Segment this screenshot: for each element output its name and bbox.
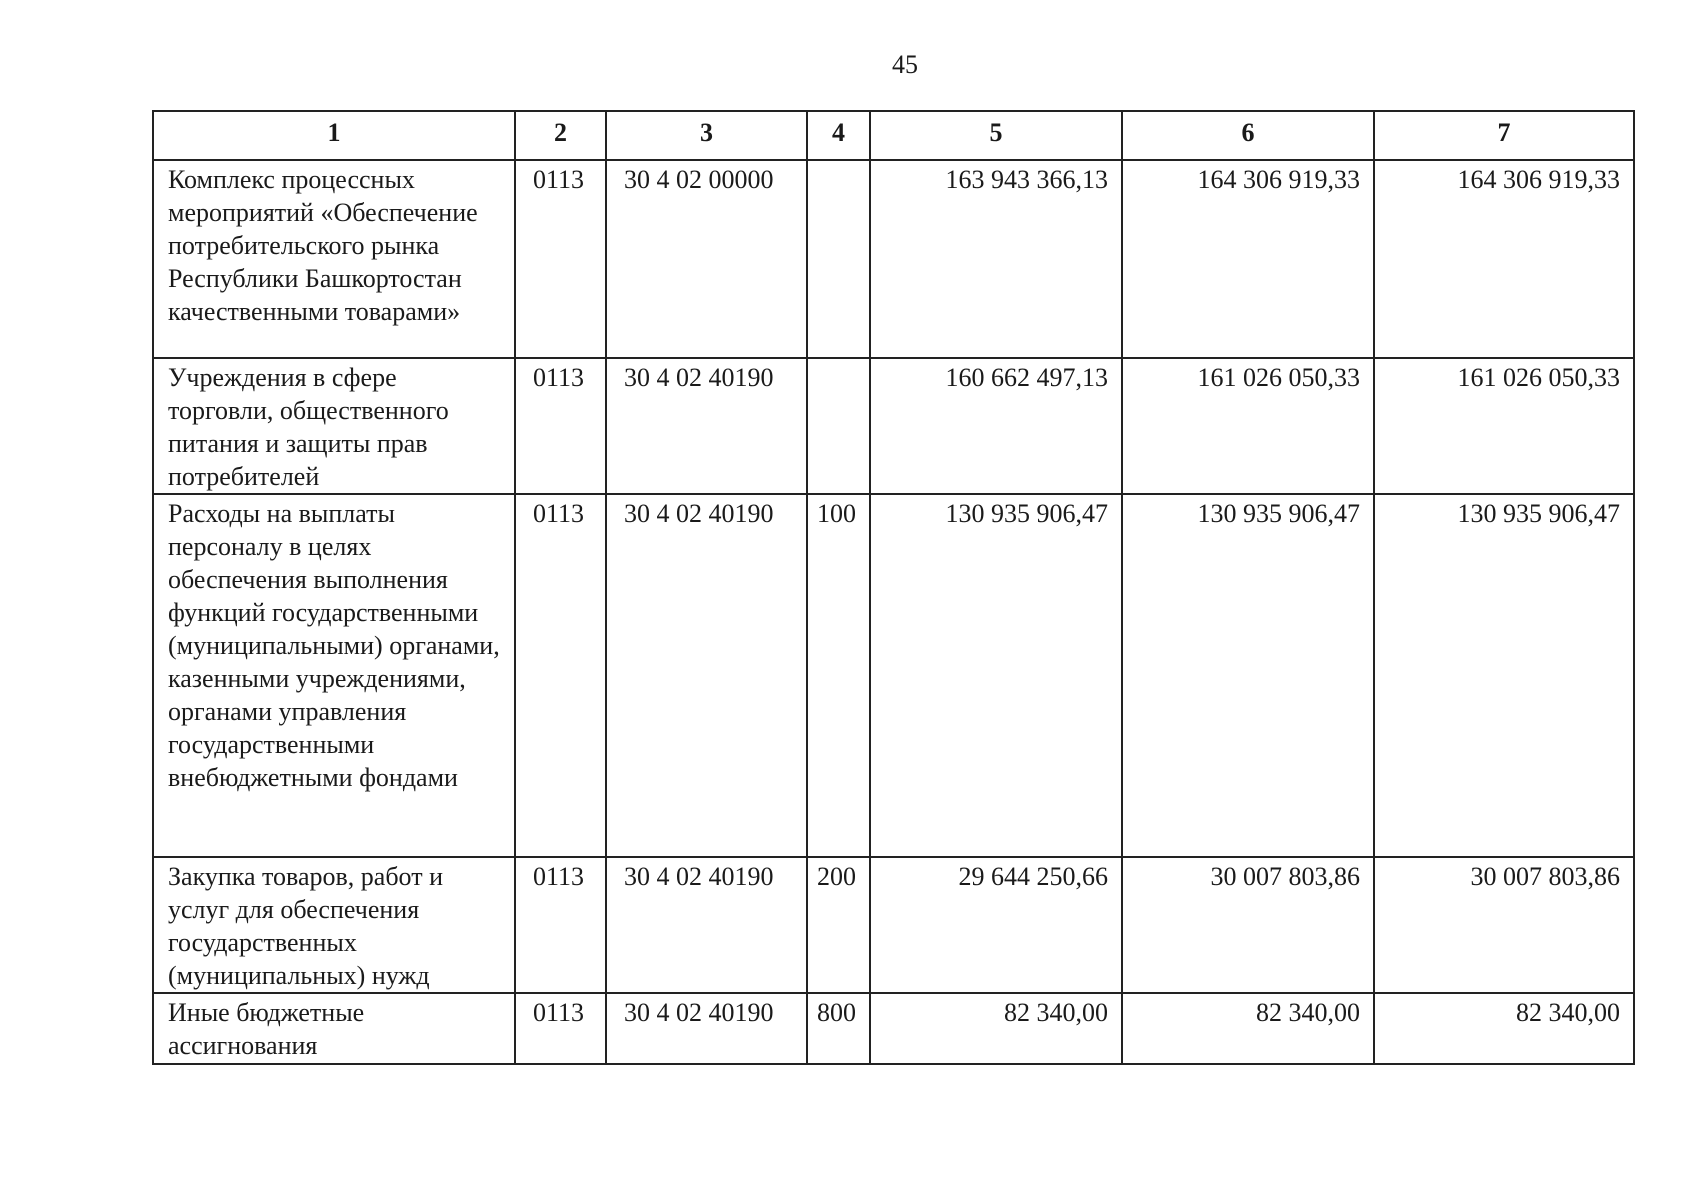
- row-amount-6: 130 935 906,47: [1122, 494, 1374, 857]
- row-section-code: 0113: [515, 160, 606, 358]
- row-amount-5: 163 943 366,13: [870, 160, 1122, 358]
- budget-table: [152, 110, 1635, 1065]
- row-amount-5: 82 340,00: [870, 993, 1122, 1064]
- row-amount-6: 161 026 050,33: [1122, 358, 1374, 494]
- table-row: [153, 993, 1634, 1064]
- column-header-2: 2: [515, 111, 606, 160]
- table-header-row: [153, 111, 1634, 160]
- row-section-code: 0113: [515, 993, 606, 1064]
- row-name: Комплекс процессных мероприятий «Обеспечение потребительского рынка Республики Башкортостан качественными товарами»: [153, 160, 515, 358]
- column-header-5: 5: [870, 111, 1122, 160]
- row-name: Закупка товаров, работ и услуг для обеспечения государственных (муниципальных) нужд: [153, 857, 515, 993]
- row-expense-type: 200: [807, 857, 870, 993]
- row-amount-7: 161 026 050,33: [1374, 358, 1634, 494]
- row-amount-5: 29 644 250,66: [870, 857, 1122, 993]
- column-header-3: 3: [606, 111, 807, 160]
- row-amount-5: 130 935 906,47: [870, 494, 1122, 857]
- row-expense-type: [807, 160, 870, 358]
- column-header-7: 7: [1374, 111, 1634, 160]
- column-header-4: 4: [807, 111, 870, 160]
- row-section-code: 0113: [515, 494, 606, 857]
- row-section-code: 0113: [515, 857, 606, 993]
- row-amount-7: 164 306 919,33: [1374, 160, 1634, 358]
- row-target-code: 30 4 02 00000: [606, 160, 807, 358]
- column-header-6: 6: [1122, 111, 1374, 160]
- row-amount-5: 160 662 497,13: [870, 358, 1122, 494]
- row-amount-7: 130 935 906,47: [1374, 494, 1634, 857]
- row-name: Иные бюджетные ассигнования: [153, 993, 515, 1064]
- row-name: Расходы на выплаты персоналу в целях обеспечения выполнения функций государственными (муниципальными) органами, казенными учреждениями, органами управления государственными внебюджетными фондами: [153, 494, 515, 857]
- column-header-1: 1: [153, 111, 515, 160]
- table-row: [153, 160, 1634, 358]
- row-expense-type: [807, 358, 870, 494]
- table-row: [153, 358, 1634, 494]
- table-row: [153, 494, 1634, 857]
- row-amount-7: 82 340,00: [1374, 993, 1634, 1064]
- row-expense-type: 800: [807, 993, 870, 1064]
- row-expense-type: 100: [807, 494, 870, 857]
- row-target-code: 30 4 02 40190: [606, 993, 807, 1064]
- row-amount-6: 82 340,00: [1122, 993, 1374, 1064]
- row-section-code: 0113: [515, 358, 606, 494]
- table-row: [153, 857, 1634, 993]
- page-number: 45: [892, 50, 918, 79]
- row-target-code: 30 4 02 40190: [606, 358, 807, 494]
- row-amount-6: 164 306 919,33: [1122, 160, 1374, 358]
- row-target-code: 30 4 02 40190: [606, 494, 807, 857]
- row-target-code: 30 4 02 40190: [606, 857, 807, 993]
- row-name: Учреждения в сфере торговли, общественного питания и защиты прав потребителей: [153, 358, 515, 494]
- row-amount-7: 30 007 803,86: [1374, 857, 1634, 993]
- row-amount-6: 30 007 803,86: [1122, 857, 1374, 993]
